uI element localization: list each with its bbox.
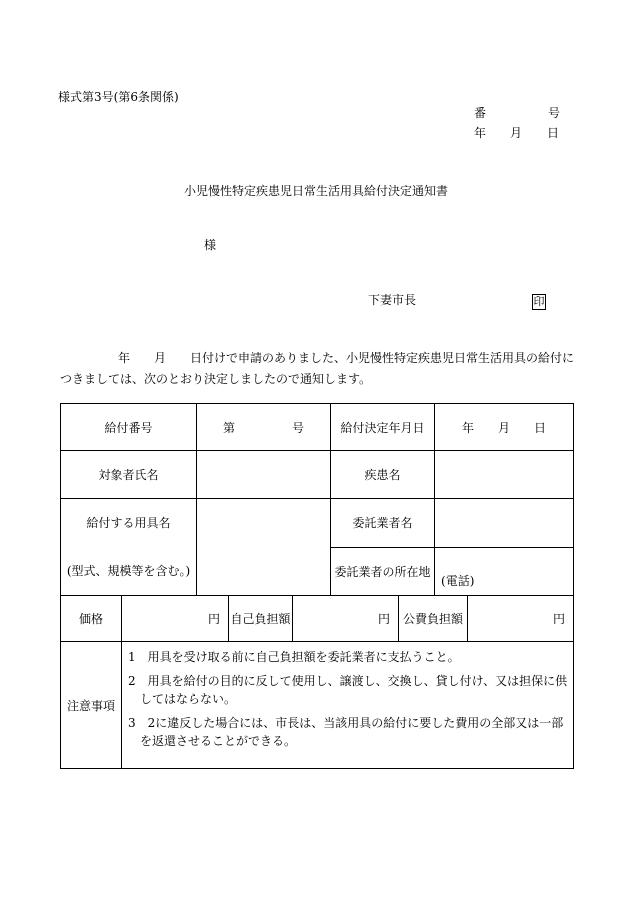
document-title: 小児慢性特定疾患児日常生活用具給付決定通知書 (184, 184, 449, 198)
taishosha-value (197, 451, 331, 499)
denwa-label: (電話) (441, 574, 475, 588)
sender-name: 下妻市長 (368, 293, 417, 307)
number-label-ban: 番 (474, 106, 487, 120)
kettei-date-label: 給付決定年月日 (331, 404, 435, 451)
shikkan-label: 疾患名 (331, 451, 435, 499)
kyufu-bango-label: 給付番号 (61, 404, 197, 451)
date-label-day: 日 (547, 126, 560, 140)
jiko-futan-value: 円 (293, 596, 399, 642)
date-label-year: 年 (474, 126, 487, 140)
chui-label: 注意事項 (61, 642, 122, 769)
body-line-1: 年 月 日付けで申請のありました、小児慢性特定疾患児日常生活用具の給付に (118, 351, 575, 365)
kakaku-label: 価格 (61, 596, 122, 642)
form-number: 様式第3号(第6条関係) (58, 90, 179, 104)
itaku-label: 委託業者名 (331, 499, 435, 548)
yogu-label: 給付する用具名 (86, 516, 171, 530)
decision-table (60, 403, 574, 769)
body-line-2: つきましては、次のとおり決定しましたので通知します。 (60, 372, 372, 386)
table-row (61, 596, 574, 642)
yogu-label-cell (61, 499, 197, 596)
shikkan-value (435, 451, 574, 499)
table-row (61, 642, 574, 769)
note-item: 1 用具を受け取る前に自己負担額を委託業者に支払うこと。 (128, 650, 460, 664)
table-row (61, 404, 574, 451)
notes-cell (122, 642, 574, 769)
dai-label: 第 (223, 420, 236, 435)
itaku-addr-value (435, 547, 574, 596)
katashiki-label: (型式、規模等を含む。) (66, 564, 191, 578)
table-row (61, 451, 574, 499)
date-label-month: 月 (510, 126, 523, 140)
taishosha-label: 対象者氏名 (61, 451, 197, 499)
kettei-date-value: 年 月 日 (435, 404, 574, 451)
table-row (61, 499, 574, 548)
number-label-go: 号 (548, 106, 561, 120)
note-item: 2 用具を給付の目的に反して使用し、譲渡し、交換し、貸し付け、又は担保に供してはならない。 (128, 674, 568, 706)
go-label: 号 (292, 420, 305, 435)
itaku-value (435, 499, 574, 548)
addressee-suffix: 様 (204, 238, 217, 252)
kakaku-value: 円 (122, 596, 229, 642)
seal-mark (532, 290, 546, 310)
kohi-futan-label: 公費負担額 (399, 596, 468, 642)
jiko-futan-label: 自己負担額 (229, 596, 293, 642)
seal-text: 印 (533, 295, 545, 308)
note-item: 3 2に違反した場合には、市長は、当該用具の給付に要した費用の全部又は一部を返還させることができる。 (128, 716, 564, 748)
yogu-value (197, 499, 331, 596)
itaku-addr-label: 委託業者の所在地 (331, 547, 435, 596)
kohi-futan-value: 円 (468, 596, 574, 642)
kyufu-bango-value (197, 404, 331, 451)
